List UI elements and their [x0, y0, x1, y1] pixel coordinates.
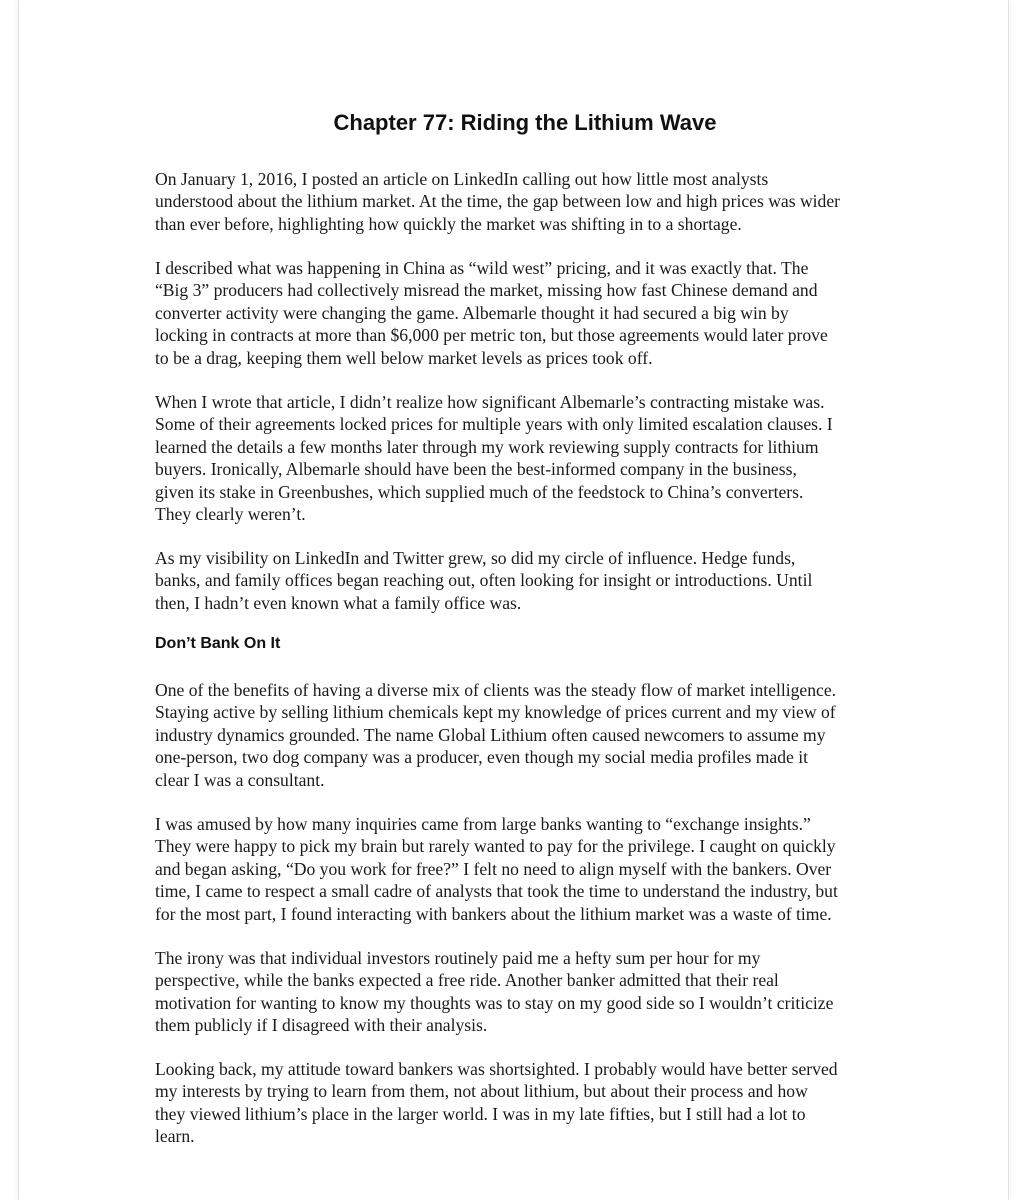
text-line: On January 1, 2016, I posted an article on LinkedIn calling out how little most analysts	[155, 169, 769, 189]
paragraph	[155, 947, 915, 1037]
text-line: understood about the lithium market. At the time, the gap between low and high prices was wider	[155, 191, 841, 212]
text-line: they viewed lithium’s place in the larger world. I was in my late fifties, but I still had a lot to	[155, 1103, 806, 1124]
text-line: learned the details a few months later through my work reviewing supply contracts for lithium	[155, 436, 819, 457]
text-line: time, I came to respect a small cadre of analysts that took the time to understand the industry, but	[155, 881, 838, 902]
text-line: Looking back, my attitude toward bankers was shortsighted. I probably would have better served	[155, 1059, 838, 1079]
text-line: than ever before, highlighting how quickly the market was shifting in to a shortage.	[155, 213, 742, 234]
paragraph	[155, 391, 915, 525]
paragraph	[155, 813, 915, 925]
document-page	[18, 0, 1009, 1200]
text-line: motivation for wanting to know my thoughts was to stay on my good side so I wouldn’t criticize	[155, 992, 834, 1013]
text-line: one-person, two dog company was a producer, even though my social media profiles made it	[155, 747, 809, 768]
text-line: industry dynamics grounded. The name Global Lithium often caused newcomers to assume my	[155, 724, 826, 745]
text-line: buyers. Ironically, Albemarle should have been the best-informed company in the business,	[155, 459, 797, 480]
text-line: I was amused by how many inquiries came from large banks wanting to “exchange insights.”	[155, 814, 811, 834]
text-line: Some of their agreements locked prices for multiple years with only limited escalation clauses. I	[155, 414, 833, 435]
text-line: perspective, while the banks expected a free ride. Another banker admitted that their real	[155, 970, 779, 991]
text-line: learn.	[155, 1126, 195, 1147]
text-line: and began asking, “Do you work for free?” I felt no need to align myself with the bankers. Over	[155, 858, 832, 879]
text-line: I described what was happening in China as “wild west” pricing, and it was exactly that. The	[155, 258, 809, 278]
paragraph	[155, 679, 915, 791]
text-line: When I wrote that article, I didn’t realize how significant Albemarle’s contracting mistake was.	[155, 392, 825, 412]
text-line: As my visibility on LinkedIn and Twitter grew, so did my circle of influence. Hedge funds,	[155, 548, 796, 568]
text-line: They were happy to pick my brain but rarely wanted to pay for the privilege. I caught on quickly	[155, 836, 836, 857]
text-line: then, I hadn’t even known what a family office was.	[155, 592, 522, 613]
text-line: They clearly weren’t.	[155, 504, 306, 525]
text-line: clear I was a consultant.	[155, 769, 325, 790]
text-line: banks, and family offices began reaching out, often looking for insight or introductions. Until	[155, 570, 813, 591]
paragraph	[155, 168, 915, 235]
section-heading: Don’t Bank On It	[155, 635, 281, 652]
text-line: for the most part, I found interacting with bankers about the lithium market was a waste of time.	[155, 903, 832, 924]
chapter-title: Chapter 77: Riding the Lithium Wave	[333, 110, 717, 135]
text-line: my interests by trying to learn from them, not about lithium, but about their process and how	[155, 1081, 808, 1102]
text-line: One of the benefits of having a diverse mix of clients was the steady flow of market intelligence.	[155, 680, 837, 700]
text-line: Staying active by selling lithium chemicals kept my knowledge of prices current and my view of	[155, 702, 836, 723]
text-line: converter activity were changing the game. Albemarle thought it had secured a big win by	[155, 302, 789, 323]
text-line: The irony was that individual investors routinely paid me a hefty sum per hour for my	[155, 948, 761, 968]
text-line: to be a drag, keeping them well below market levels as prices took off.	[155, 347, 653, 368]
paragraph	[155, 547, 915, 614]
text-line: given its stake in Greenbushes, which supplied much of the feedstock to China’s converters.	[155, 481, 804, 502]
text-line: locking in contracts at more than $6,000 per metric ton, but those agreements would later prove	[155, 325, 828, 346]
paragraph	[155, 1058, 915, 1148]
text-line: “Big 3” producers had collectively misread the market, missing how fast Chinese demand and	[155, 280, 818, 301]
paragraph	[155, 257, 915, 369]
text-line: them publicly if I disagreed with their analysis.	[155, 1015, 488, 1036]
